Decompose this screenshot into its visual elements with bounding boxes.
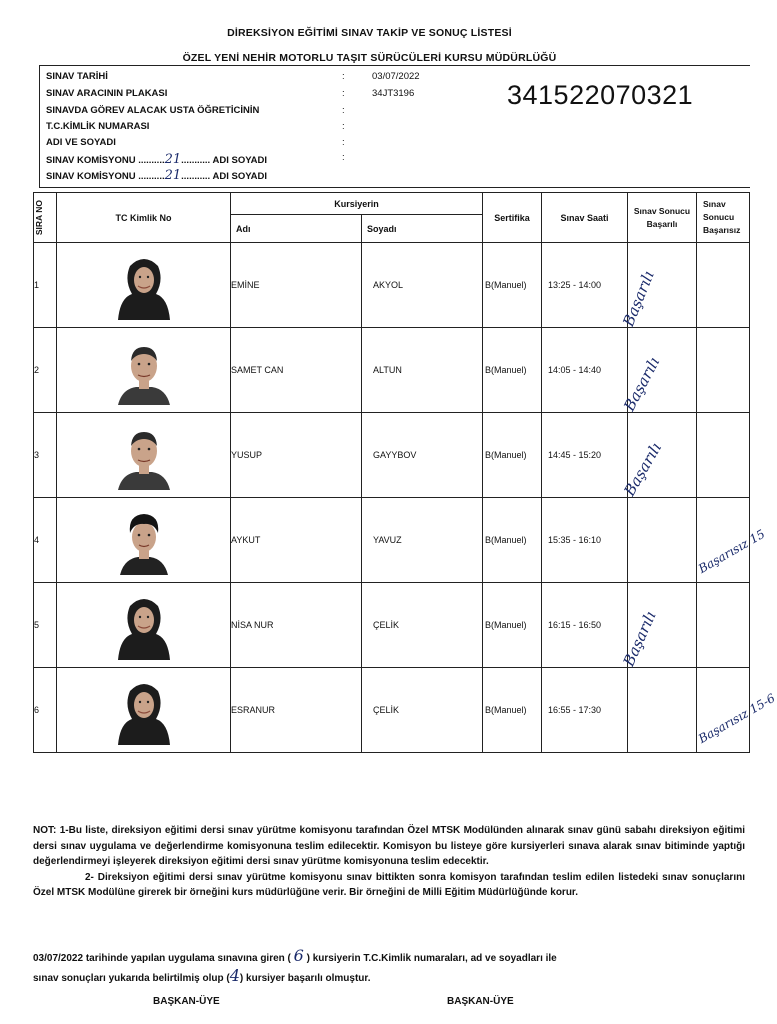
field-label-name: ADI VE SOYADI [46,137,116,148]
summary-statement [33,947,745,987]
student-first-name: SAMET CAN [231,328,362,413]
result-passed-cell [620,413,697,499]
result-failed-handwritten: Başarısız 15 [696,526,768,576]
student-photo [114,335,174,405]
notes-section [33,823,745,901]
table-row [34,668,750,753]
exam-info-box [39,65,750,188]
header-kursiyer: Kursiyerin [231,193,483,215]
student-first-name: NİSA NUR [231,583,362,668]
photo-cell [57,328,231,413]
exam-date-value: 03/07/2022 [372,71,420,82]
field-label-plate: SINAV ARACININ PLAKASI [46,88,168,99]
exam-time: 16:15 - 16:50 [542,583,628,668]
exam-time: 13:25 - 14:00 [542,243,628,328]
row-number: 3 [34,413,57,498]
row-number: 2 [34,328,57,413]
student-first-name: ESRANUR [231,668,362,753]
student-photo [114,250,174,320]
certificate-class: B(Manuel) [483,328,542,413]
colon: : [342,88,345,99]
colon: : [342,137,345,148]
field-label-instructor: SINAVDA GÖREV ALACAK USTA ÖĞRETİCİNİN [46,105,260,116]
header-saat: Sınav Saati [542,193,628,243]
result-failed-cell [697,328,750,413]
komisyon-number-handwritten: 21 [164,152,182,167]
komisyon-label: SINAV KOMİSYONU [46,171,136,182]
result-passed-cell [628,498,697,583]
row-number: 1 [34,243,57,328]
student-last-name: GAYYBOV [362,413,483,498]
result-passed-handwritten: Başarılı [619,608,660,669]
certificate-class: B(Manuel) [483,668,542,753]
result-failed-cell [697,583,750,668]
exam-results-table [33,192,777,753]
exam-time: 14:05 - 14:40 [542,328,628,413]
exam-time: 16:55 - 17:30 [542,668,628,753]
result-failed-cell [697,243,750,328]
certificate-class: B(Manuel) [483,498,542,583]
table-row [34,328,750,413]
student-last-name: YAVUZ [362,498,483,583]
row-number: 4 [34,498,57,583]
certificate-class: B(Manuel) [483,413,542,498]
photo-cell [57,413,231,498]
exam-time: 14:45 - 15:20 [542,413,628,498]
table-row [34,498,750,583]
komisyon-name-label: ADI SOYADI [212,155,268,166]
student-photo [114,590,174,660]
summary-part4: ) kursiyer başarılı olmuştur. [239,973,371,984]
plate-value: 34JT3196 [372,88,415,99]
student-photo [114,675,174,745]
table-row [34,583,750,668]
header-adi: Adı [231,215,362,243]
komisyon-label: SINAV KOMİSYONU [46,155,136,166]
result-failed-cell [696,498,768,583]
result-failed-handwritten: Başarısız 15-6 [696,690,777,746]
exam-number: 341522070321 [507,80,694,110]
summary-part2: ) kursiyerin T.C.Kimlik numaraları, ad ve soyadları ile [306,953,557,964]
result-passed-handwritten: Başarılı [620,439,666,499]
photo-cell [57,498,231,583]
note-1: NOT: 1-Bu liste, direksiyon eğitimi dersi sınav yürütme komisyonu tarafından Özel MTSK Modülünden alınarak sınav günü sabahı direksiyon eğitimi dersi sınav uygulama ve değerlendirme komisyonuna teslim edilecektir. Komisyon bu listeye göre kursiyerleri sınava alarak sınav bitiminde yaptığı değerlendirmeyi işleyerek direksiyon eğitimi dersi sınav yürütme komisyonuna teslim edecektir. [33,825,745,867]
colon: : [342,152,345,163]
certificate-class: B(Manuel) [483,583,542,668]
student-last-name: ÇELİK [362,583,483,668]
student-first-name: EMİNE [231,243,362,328]
header-basarili: Sınav Sonucu Başarılı [628,193,697,243]
colon: : [342,71,345,82]
field-label-tc: T.C.KİMLİK NUMARASI [46,121,150,132]
photo-cell [57,243,231,328]
student-photo [114,420,174,490]
signature-left: BAŞKAN-ÜYE [153,996,220,1007]
header-sira: SIRA NO [34,193,57,243]
komisyon-line-2: SINAV KOMİSYONU ..........21........... ADI SOYADI [46,168,268,183]
summary-part3: sınav sonuçları yukarıda belirtilmiş olup ( [33,973,230,984]
table-row [34,243,750,328]
result-passed-handwritten: Başarılı [620,354,664,414]
school-name: ÖZEL YENİ NEHİR MOTORLU TAŞIT SÜRÜCÜLERİ KURSU MÜDÜRLÜĞÜ [182,52,557,64]
row-number: 6 [34,668,57,753]
komisyon-name-label: ADI SOYADI [212,171,268,182]
result-passed-cell [619,243,697,329]
result-passed-handwritten: Başarılı [619,268,658,329]
header-soyadi: Soyadı [362,215,483,243]
header-tc: TC Kimlik No [57,193,231,243]
student-first-name: YUSUP [231,413,362,498]
table-row [34,413,750,498]
passed-handwritten: 4 [229,966,240,985]
photo-cell [57,583,231,668]
student-first-name: AYKUT [231,498,362,583]
result-failed-cell [697,413,750,498]
photo-cell [57,668,231,753]
signature-right: BAŞKAN-ÜYE [447,996,514,1007]
result-passed-cell [619,583,697,669]
exam-time: 15:35 - 16:10 [542,498,628,583]
document-title: DİREKSİYON EĞİTİMİ SINAV TAKİP VE SONUÇ LİSTESİ [227,27,512,39]
count-handwritten: 6 [293,946,304,965]
colon: : [342,105,345,116]
result-passed-cell [620,328,697,414]
colon: : [342,121,345,132]
row-number: 5 [34,583,57,668]
field-label-date: SINAV TARİHİ [46,71,108,82]
result-failed-cell [696,668,777,753]
certificate-class: B(Manuel) [483,243,542,328]
result-passed-cell [628,668,697,753]
student-last-name: ALTUN [362,328,483,413]
header-basarisiz: Sınav Sonucu Başarısız [697,193,750,243]
note-2: 2- Direksiyon eğitimi dersi sınav yürütme komisyonu sınav bittikten sonra komisyon tarafından teslim edilen listedeki sınav sonuçlarını Özel MTSK Modülüne girerek bir örneğini kurs müdürlüğüne verir. Bir örneğini de Milli Eğitim Müdürlüğünde korur. [33,871,745,898]
summary-part1: 03/07/2022 tarihinde yapılan uygulama sınavına giren ( [33,953,291,964]
komisyon-number-handwritten: 21 [164,168,182,183]
komisyon-line-1: SINAV KOMİSYONU ..........21........... ADI SOYADI [46,152,268,167]
student-last-name: AKYOL [362,243,483,328]
header-sertifika: Sertifika [483,193,542,243]
student-last-name: ÇELİK [362,668,483,753]
student-photo [114,505,174,575]
